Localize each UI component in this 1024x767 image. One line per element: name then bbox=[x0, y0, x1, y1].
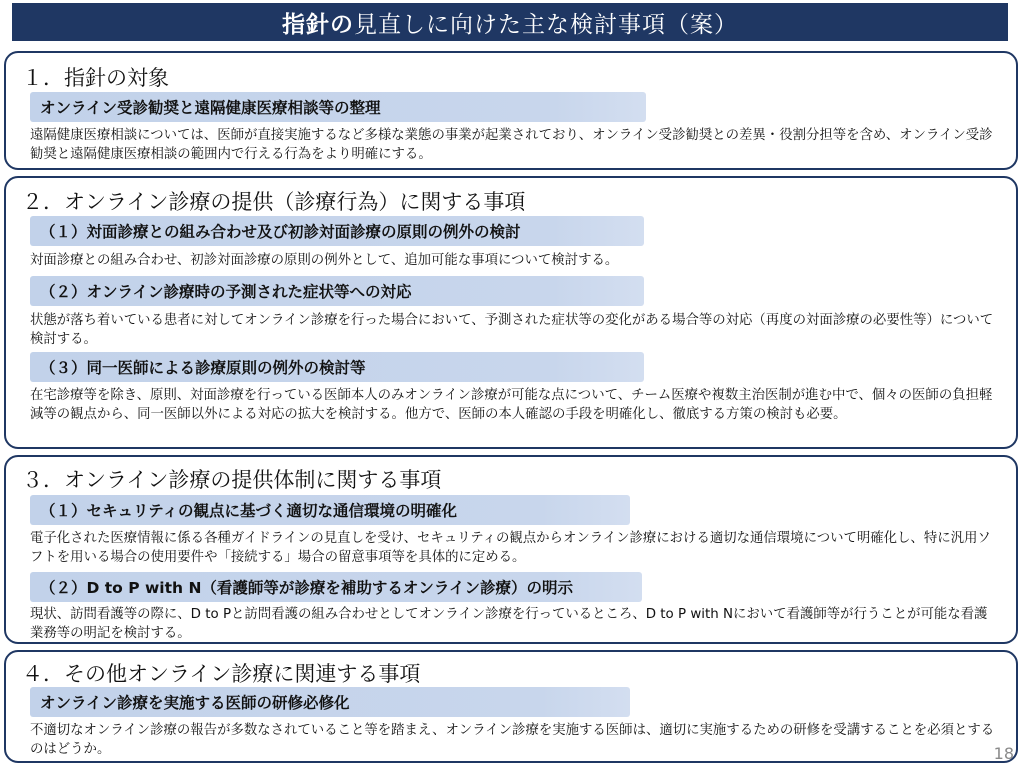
description-text: 対面診療との組み合わせ、初診対面診療の原則の例外として、追加可能な事項について検討する。 bbox=[30, 253, 619, 268]
description-text: 不適切なオンライン診療の報告が多数なされていること等を踏まえ、オンライン診療を実施する医師は、適切に実施するための研修を受講することを必須とするのはどうか。 bbox=[30, 723, 995, 757]
subheading: （２）オンライン診療時の予測された症状等への対応 bbox=[30, 276, 644, 306]
page-number: 18 bbox=[993, 744, 1014, 763]
section-provision bbox=[4, 176, 1018, 449]
subheading: （２）D to P with N（看護師等が診療を補助するオンライン診療）の明示 bbox=[30, 572, 642, 602]
description-text: 遠隔健康医療相談については、医師が直接実施するなど多様な業態の事業が起業されており、オンライン受診勧奨との差異・役割分担等を含め、オンライン受診勧奨と遠隔健康医療相談の範囲内で行える行為をより明確にする。 bbox=[30, 128, 993, 162]
section-system bbox=[4, 455, 1018, 644]
section-title: ４．その他オンライン診療に関連する事項 bbox=[22, 662, 421, 686]
description-text: 状態が落ち着いている患者に対してオンライン診療を行った場合において、予測された症状等の変化がある場合等の対応（再度の対面診療の必要性等）について検討する。 bbox=[30, 313, 994, 347]
subheading: （３）同一医師による診療原則の例外の検討等 bbox=[30, 352, 644, 382]
section-title: ２．オンライン診療の提供（診療行為）に関する事項 bbox=[22, 190, 526, 214]
title-bold-part: 指針の bbox=[282, 11, 354, 38]
subheading: （１）セキュリティの観点に基づく適切な通信環境の明確化 bbox=[30, 495, 630, 525]
section-title: ３．オンライン診療の提供体制に関する事項 bbox=[22, 468, 442, 492]
description-text: 現状、訪問看護等の際に、D to Pと訪問看護の組み合わせとしてオンライン診療を行っているところ、D to P with Nにおいて看護師等が行うことが可能な看護業務等の明記を検討する。 bbox=[30, 607, 988, 641]
subheading: オンライン診療を実施する医師の研修必修化 bbox=[30, 687, 630, 717]
description-text: 電子化された医療情報に係る各種ガイドラインの見直しを受け、セキュリティの観点からオンライン診療における適切な通信環境について明確化し、特に汎用ソフトを用いる場合の使用要件や「接続する」場合の留意事項等を具体的に定める。 bbox=[30, 531, 991, 565]
slide-title bbox=[12, 3, 1008, 41]
subheading: オンライン受診勧奨と遠隔健康医療相談等の整理 bbox=[30, 92, 646, 122]
section-title: １．指針の対象 bbox=[22, 66, 169, 90]
subheading: （１）対面診療との組み合わせ及び初診対面診療の原則の例外の検討 bbox=[30, 216, 644, 246]
description-text: 在宅診療等を除き、原則、対面診療を行っている医師本人のみオンライン診療が可能な点について、チーム医療や複数主治医制が進む中で、個々の医師の負担軽減等の観点から、同一医師以外による対応の拡大を検討する。他方で、医師の本人確認の手段を明確化し、徹底する方策の検討も必要。 bbox=[30, 388, 993, 422]
section-target bbox=[4, 51, 1018, 170]
section-other bbox=[4, 650, 1018, 763]
title-rest-part: 見直しに向けた主な検討事項（案） bbox=[354, 11, 738, 38]
